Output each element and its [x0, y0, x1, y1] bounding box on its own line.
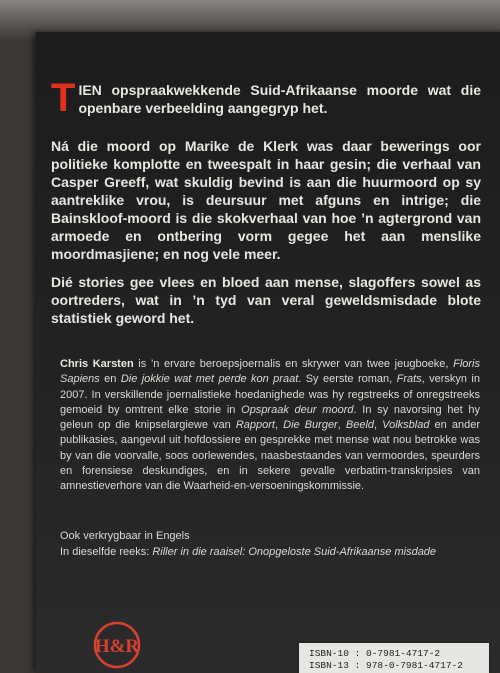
book-title: Frats [396, 373, 422, 386]
isbn-10: ISBN-10 : 0-7981-4717-2 [309, 648, 441, 659]
bio-text: is ’n ervare beroepsjoernalis en skrywer van twee jeugboeke, [133, 358, 454, 370]
bio-text: en [99, 373, 121, 386]
book-title: Opspraak deur moord [241, 403, 354, 416]
bio-text: en ander publikasies, aangevul uit hofdossiere en gesprekke met mense wat nou betrokke was by van die voorvalle, soos oorlewendes, naasbestaandes van vermoordes, speurders en forensiese deskundiges, en in sekere gevalle verbatim-transkripsies van amnestieverhore van die Waarheid-en-versoeningskommissie. [60, 419, 480, 493]
book-title: Floris Sapiens [60, 358, 480, 386]
publication-name: Volksblad [382, 419, 430, 432]
blurb-paragraph-2: Ná die moord op Marike de Klerk was daar bewerings oor politieke komplotte en tweespalt in haar gesin; die verhaal van Casper Greeff, wat skuldig bevind is aan die huurmoord op sy aantreklike vrou, is deursuur met afguns en intrige; die Bainskloof-moord is die skokverhaal van hoe ’n agtergrond van armoede en ontbering vorm gegee het aan menslike moordmasjiene; en nog vele meer. [51, 138, 481, 262]
drop-cap: T [51, 76, 76, 120]
bio-text: , [274, 419, 284, 432]
book-title: Die jokkie wat met perde kon praat [120, 373, 299, 386]
isbn-13: ISBN-13 : 978-0-7981-4717-2 [309, 660, 463, 671]
series-title: Riller in die raaisel: Onopgeloste Suid-Afrikaanse misdade [152, 546, 437, 558]
blurb-paragraph-3: Dié stories gee vlees en bloed aan mense, slagoffers sowel as oortreders, wat in ’n tyd van veral geweldsmisdade blote statistiek geword het. [51, 274, 481, 326]
bio-text: . In sy navorsing het hy geleun op die knipselargiewe van [60, 403, 480, 432]
publication-name: Beeld [345, 419, 375, 432]
bio-text: , [374, 419, 383, 432]
series-note [60, 545, 480, 560]
bio-text: , verskyn in 2007. In verskillende joernalistieke hoedanighede was hy regstreeks of onregstreeks gemoeid by omtrent elke storie in [60, 373, 480, 416]
series-label: In dieselfde reeks: [60, 546, 153, 558]
isbn-label [299, 643, 489, 673]
also-available-note: Ook verkrygbaar in Engels [60, 530, 190, 542]
book-back-cover [36, 32, 500, 672]
bio-text: , [337, 419, 346, 432]
publication-name: Rapport [235, 419, 275, 432]
author-bio [60, 357, 480, 495]
publisher-logo-icon [92, 620, 142, 670]
publication-name: Die Burger [283, 419, 338, 432]
intro-text: IEN opspraakwekkende Suid-Afrikaanse moorde wat die openbare verbeelding aangegryp het. [78, 82, 481, 116]
publisher-logo-text: H&R [94, 636, 140, 657]
author-name: Chris Karsten [60, 358, 134, 370]
intro-paragraph [51, 76, 481, 120]
bio-text: . Sy eerste roman, [298, 373, 397, 386]
